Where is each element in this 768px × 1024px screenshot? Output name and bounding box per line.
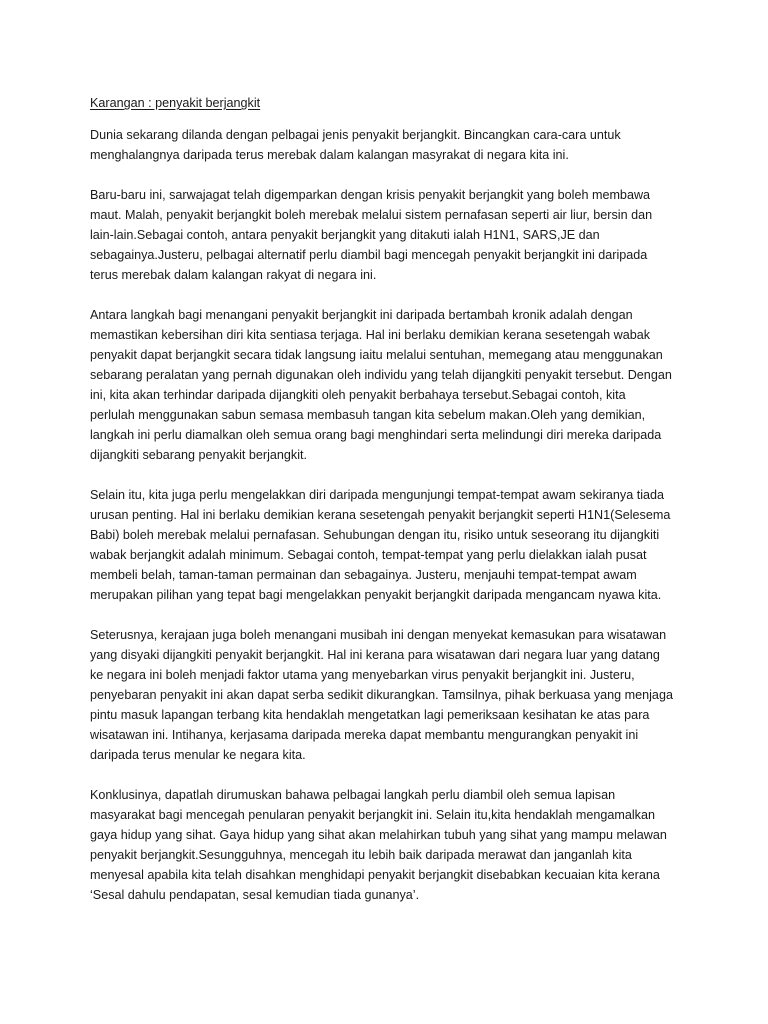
paragraph-line: daripada terus menular ke negara kita. (90, 748, 306, 762)
paragraph-line: merupakan pilihan yang tepat bagi mengelakkan penyakit berjangkit daripada mengancam nyawa kita. (90, 588, 662, 602)
paragraph-line: ini, kita akan terhindar daripada dijangkiti oleh penyakit berbahaya tersebut.Sebagai contoh, kita (90, 388, 626, 402)
paragraph-list (90, 125, 690, 905)
essay-title: Karangan : penyakit berjangkit (90, 96, 261, 110)
paragraph-line: menyesal apabila kita telah disahkan menghidapi penyakit berjangkit disebabkan kecuaian kita kerana (90, 868, 660, 882)
paragraph-line: Selain itu, kita juga perlu mengelakkan diri daripada mengunjungi tempat-tempat awam sekiranya tiada (90, 488, 665, 502)
paragraph-line: dijangkiti sebarang penyakit berjangkit. (90, 448, 308, 462)
paragraph-line: Konklusinya, dapatlah dirumuskan bahawa pelbagai langkah perlu diambil oleh semua lapisan (90, 788, 616, 802)
paragraph (90, 125, 690, 165)
paragraph-line: ‘Sesal dahulu pendapatan, sesal kemudian tiada gunanya’. (90, 888, 420, 902)
paragraph-line: memastikan kebersihan diri kita sentiasa terjaga. Hal ini berlaku demikian kerana sesetengah wabak (90, 328, 651, 342)
paragraph-line: gaya hidup yang sihat. Gaya hidup yang sihat akan melahirkan tubuh yang sihat yang mampu melawan (90, 828, 667, 842)
paragraph-line: urusan penting. Hal ini berlaku demikian kerana sesetengah penyakit berjangkit seperti H1N1(Selesema (90, 508, 671, 522)
paragraph-line: penyebaran penyakit ini akan dapat serba sedikit dikurangkan. Tamsilnya, pihak berkuasa yang menjaga (90, 688, 673, 702)
paragraph-line: wisatawan ini. Intihanya, kerjasama daripada mereka dapat membantu mengurangkan penyakit ini (90, 728, 639, 742)
paragraph-line: Dunia sekarang dilanda dengan pelbagai jenis penyakit berjangkit. Bincangkan cara-cara untuk (90, 128, 621, 142)
paragraph-line: Seterusnya, kerajaan juga boleh menangani musibah ini dengan menyekat kemasukan para wisatawan (90, 628, 667, 642)
paragraph-line: Baru-baru ini, sarwajagat telah digemparkan dengan krisis penyakit berjangkit yang boleh membawa (90, 188, 651, 202)
paragraph-line: sebarang peralatan yang pernah digunakan oleh individu yang telah dijangkiti penyakit tersebut. Dengan (90, 368, 672, 382)
paragraph (90, 185, 690, 285)
paragraph-line: Antara langkah bagi menangani penyakit berjangkit ini daripada bertambah kronik adalah dengan (90, 308, 633, 322)
paragraph-line: wabak berjangkit adalah minimum. Sebagai contoh, tempat-tempat yang perlu dielakkan ialah pusat (90, 548, 647, 562)
paragraph (90, 485, 690, 605)
paragraph-line: sebagainya.Justeru, pelbagai alternatif perlu diambil bagi mencegah penyakit berjangkit ini daripada (90, 248, 648, 262)
paragraph-line: penyakit berjangkit.Sesungguhnya, mencegah itu lebih baik daripada merawat dan janganlah kita (90, 848, 632, 862)
paragraph-line: ke negara ini boleh menjadi faktor utama yang menyebarkan virus penyakit berjangkit ini. Justeru, (90, 668, 635, 682)
paragraph-line: terus merebak dalam kalangan rakyat di negara ini. (90, 268, 377, 282)
paragraph (90, 305, 690, 465)
paragraph-line: membeli belah, taman-taman permainan dan sebagainya. Justeru, menjauhi tempat-tempat awam (90, 568, 637, 582)
paragraph (90, 785, 690, 905)
essay-body (90, 93, 690, 925)
paragraph-line: perlulah menggunakan sabun semasa membasuh tangan kita sebelum makan.Oleh yang demikian, (90, 408, 646, 422)
paragraph-line: maut. Malah, penyakit berjangkit boleh merebak melalui sistem pernafasan seperti air liur, bersin dan (90, 208, 653, 222)
paragraph-line: masyarakat bagi mencegah penularan penyakit berjangkit ini. Selain itu,kita hendaklah mengamalkan (90, 808, 655, 822)
paragraph-line: pintu masuk lapangan terbang kita hendaklah mengetatkan lagi pemeriksaan kesihatan ke atas para (90, 708, 650, 722)
paragraph-line: langkah ini perlu diamalkan oleh semua orang bagi menghindari serta melindungi diri mereka daripada (90, 428, 662, 442)
paragraph-line: penyakit dapat berjangkit secara tidak langsung iaitu melalui sentuhan, memegang atau menggunakan (90, 348, 663, 362)
paragraph-line: lain-lain.Sebagai contoh, antara penyakit berjangkit yang ditakuti ialah H1N1, SARS,JE dan (90, 228, 600, 242)
paragraph (90, 625, 690, 765)
paragraph-line: menghalangnya daripada terus merebak dalam kalangan masyrakat di negara kita ini. (90, 148, 569, 162)
paragraph-line: yang disyaki dijangkiti penyakit berjangkit. Hal ini kerana para wisatawan dari negara luar yang datang (90, 648, 660, 662)
paragraph-line: Babi) boleh merebak melalui pernafasan. Sehubungan dengan itu, risiko untuk seseorang itu dijangkiti (90, 528, 660, 542)
